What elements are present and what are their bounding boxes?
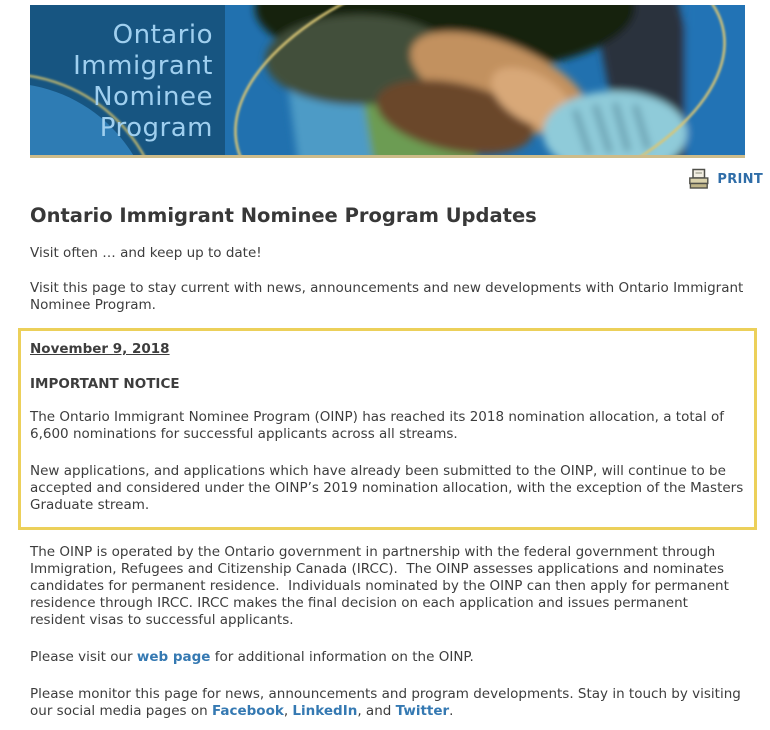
text-segment: Please monitor this page for news, announcements and program developments. Stay in touch by visiting our social media pages on [30,686,746,719]
printer-icon [687,168,710,190]
banner-title-line: Ontario [112,19,213,50]
banner-title [30,5,225,158]
print-row [30,167,763,191]
page-title: Ontario Immigrant Nominee Program Updates [30,204,537,227]
banner-title-line: Immigrant [73,50,213,81]
important-notice-box [18,328,757,530]
oinp-banner [30,5,745,158]
social-paragraph [30,686,745,720]
notice-date: November 9, 2018 [30,341,170,357]
text-segment: , and [357,703,396,719]
about-paragraph: The OINP is operated by the Ontario government in partnership with the federal government through Immigration, Refugees and Citizenship Canada (IRCC). The OINP assesses applications and nominates candidates for permanent residence. Individuals nominated by the OINP can then apply for permanent residence through IRCC. IRCC makes the final decision on each application and issues permanent resident visas to successful applicants. [30,544,734,628]
page-content [30,204,748,720]
print-label: PRINT [717,171,763,187]
notice-paragraph-2: New applications, and applications which have already been submitted to the OINP, will continue to be accepted and considered under the OINP’s 2019 nomination allocation, with the exception of the Masters Graduate stream. [30,463,748,513]
banner-title-line: Program [99,112,213,143]
visit-paragraph [30,649,745,666]
text-segment: . [449,703,454,719]
intro-paragraph: Visit this page to stay current with news, announcements and new developments with Ontario Immigrant Nominee Program. [30,280,748,313]
web-page-link[interactable]: web page [136,649,211,665]
banner-title-line: Nominee [93,81,213,112]
notice-paragraph-1: The Ontario Immigrant Nominee Program (OINP) has reached its 2018 nomination allocation, a total of 6,600 nominations for successful applicants across all streams. [30,409,729,442]
notice-title: IMPORTANT NOTICE [30,376,180,392]
text-segment: , [283,703,293,719]
text-segment: for additional information on the OINP. [210,649,474,665]
twitter-link[interactable]: Twitter [395,703,450,719]
print-button[interactable] [687,167,763,191]
text-segment: Please visit our [30,649,137,665]
linkedin-link[interactable]: LinkedIn [292,703,358,719]
intro-tagline: Visit often … and keep up to date! [30,245,262,261]
facebook-link[interactable]: Facebook [211,703,284,719]
